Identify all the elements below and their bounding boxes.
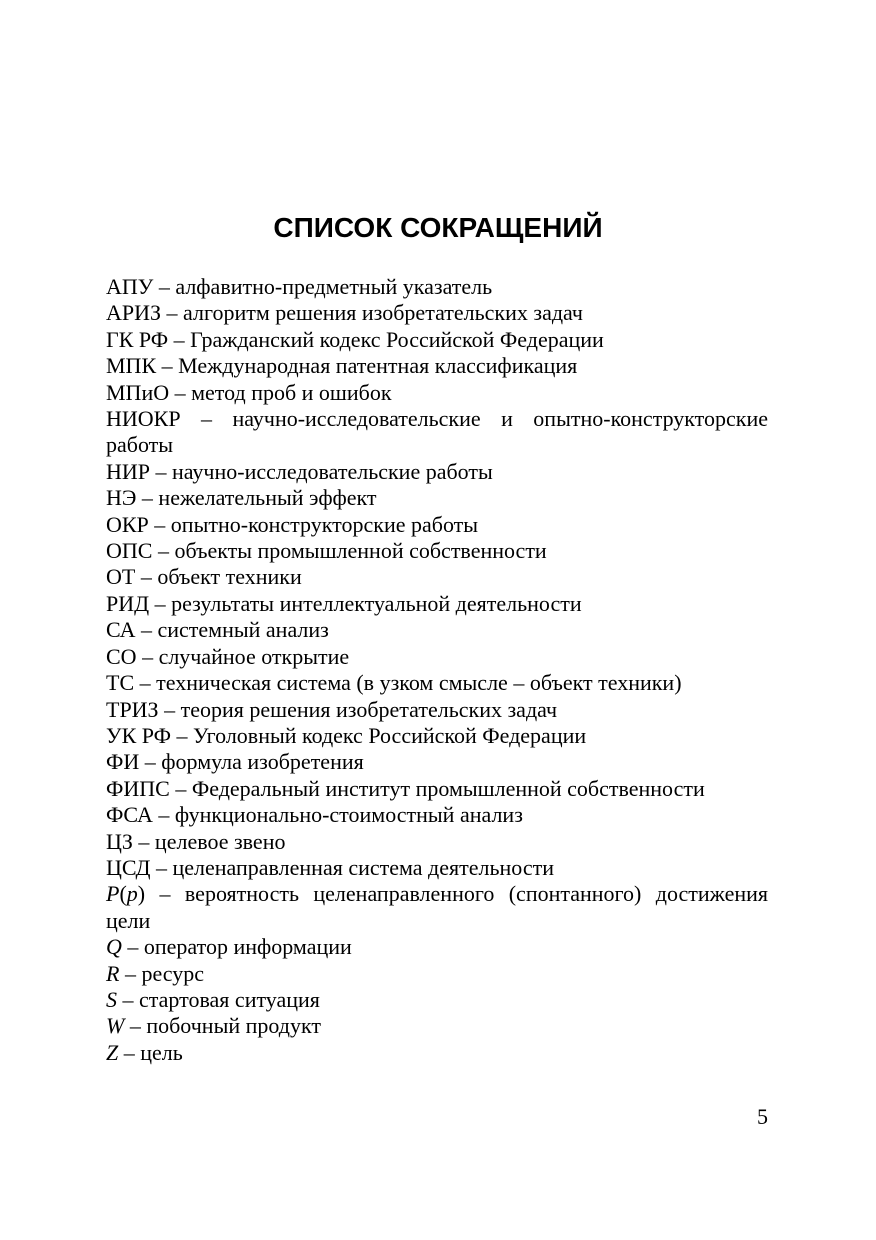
- abbreviation-item: [106, 934, 768, 960]
- abbreviation-definition: – объекты промышленной собственности: [152, 538, 547, 564]
- abbreviation-item: [106, 538, 768, 564]
- abbreviation-term: МПиО: [106, 379, 170, 405]
- abbreviation-definition: – цель: [118, 1039, 183, 1065]
- abbreviation-term: НИОКР: [106, 406, 181, 432]
- abbreviation-item: [106, 353, 768, 379]
- abbreviation-item: [106, 802, 768, 828]
- abbreviation-term: СА: [106, 617, 136, 643]
- abbreviation-term: ЦСД: [106, 854, 151, 880]
- abbreviation-term: ФСА: [106, 802, 153, 828]
- page-number: 5: [757, 1104, 768, 1129]
- abbreviation-definition: – системный анализ: [135, 617, 329, 643]
- abbreviation-term: Z: [106, 1039, 119, 1065]
- page-title: СПИСОК СОКРАЩЕНИЙ: [273, 212, 603, 243]
- abbreviation-definition: – побочный продукт: [124, 1013, 321, 1039]
- abbreviation-term: Q: [106, 934, 122, 960]
- abbreviation-term: ГК РФ: [106, 326, 169, 352]
- abbreviation-term: ОКР: [106, 511, 149, 537]
- abbreviation-definition: – научно-исследовательские работы: [150, 458, 493, 484]
- abbreviation-definition: – техническая система (в узком смысле – объект техники): [134, 670, 682, 696]
- abbreviation-item: [106, 512, 768, 538]
- abbreviation-term: НЭ: [106, 485, 137, 511]
- abbreviation-item: [106, 380, 768, 406]
- abbreviation-item: [106, 670, 768, 696]
- abbreviation-definition: – научно-исследовательские и опытно-конструкторские работы: [106, 406, 768, 458]
- abbreviation-term: ТРИЗ: [106, 696, 159, 722]
- abbreviation-definition: – результаты интеллектуальной деятельности: [149, 590, 582, 616]
- abbreviation-term: РИД: [106, 590, 150, 616]
- abbreviation-term: W: [106, 1013, 125, 1039]
- abbreviation-term: ФИПС: [106, 775, 170, 801]
- abbreviation-term: ОТ: [106, 564, 136, 590]
- abbreviation-item: [106, 459, 768, 485]
- abbreviation-term-part: ): [137, 881, 146, 907]
- abbreviation-term: ТС: [106, 670, 135, 696]
- abbreviation-definition: – функционально-стоимостный анализ: [152, 802, 523, 828]
- abbreviation-definition: – алфавитно-предметный указатель: [153, 274, 493, 299]
- abbreviation-definition: – оператор информации: [121, 934, 352, 960]
- abbreviation-item: [106, 855, 768, 881]
- abbreviation-definition: – Гражданский кодекс Российской Федерации: [168, 326, 604, 352]
- abbreviation-definition: – Международная патентная классификация: [156, 353, 578, 379]
- abbreviation-item: [106, 829, 768, 855]
- abbreviation-term: R: [106, 960, 120, 986]
- abbreviation-definition: – Уголовный кодекс Российской Федерации: [171, 722, 587, 748]
- abbreviation-term: СО: [106, 643, 137, 669]
- abbreviation-item: [106, 564, 768, 590]
- abbreviation-item: [106, 591, 768, 617]
- abbreviation-item: [106, 697, 768, 723]
- abbreviation-definition: – нежелательный эффект: [136, 485, 377, 511]
- abbreviation-term: АПУ: [106, 274, 154, 299]
- abbreviation-definition: – целенаправленная система деятельности: [150, 854, 554, 880]
- abbreviation-item: [106, 881, 768, 934]
- abbreviation-term-part: P: [106, 881, 120, 907]
- abbreviation-definition: – формула изобретения: [139, 749, 364, 775]
- abbreviation-definition: – вероятность целенаправленного (спонтанного) достижения цели: [106, 881, 768, 933]
- abbreviation-item: [106, 274, 768, 300]
- abbreviation-term: S: [106, 986, 117, 1012]
- abbreviation-item: [106, 961, 768, 987]
- abbreviation-item: [106, 617, 768, 643]
- abbreviation-item: [106, 723, 768, 749]
- abbreviation-item: [106, 327, 768, 353]
- abbreviation-item: [106, 644, 768, 670]
- abbreviation-term: ФИ: [106, 749, 140, 775]
- abbreviation-item: [106, 776, 768, 802]
- abbreviation-definition: – случайное открытие: [136, 643, 350, 669]
- abbreviation-item: [106, 300, 768, 326]
- abbreviation-definition: – целевое звено: [132, 828, 286, 854]
- abbreviation-term: ОПС: [106, 538, 153, 564]
- abbreviation-definition: – метод проб и ошибок: [169, 379, 392, 405]
- abbreviation-term: [106, 881, 145, 906]
- abbreviation-definition: – ресурс: [119, 960, 205, 986]
- abbreviation-definition: – теория решения изобретательских задач: [158, 696, 558, 722]
- abbreviation-definition: – объект техники: [135, 564, 302, 590]
- abbreviation-term-part: p: [126, 881, 138, 907]
- abbreviation-definition: – Федеральный институт промышленной собственности: [169, 775, 705, 801]
- abbreviation-item: [106, 1013, 768, 1039]
- abbreviation-term: АРИЗ: [106, 300, 162, 326]
- abbreviation-item: [106, 485, 768, 511]
- abbreviation-term: УК РФ: [106, 722, 171, 748]
- abbreviation-list: [106, 274, 768, 1066]
- abbreviation-term: МПК: [106, 353, 157, 379]
- abbreviation-term: ЦЗ: [106, 828, 133, 854]
- abbreviation-item: [106, 406, 768, 459]
- abbreviation-term: НИР: [106, 458, 151, 484]
- abbreviation-term-part: (: [119, 881, 127, 907]
- abbreviation-definition: – алгоритм решения изобретательских задач: [161, 300, 583, 326]
- abbreviation-definition: – стартовая ситуация: [117, 986, 320, 1012]
- abbreviation-item: [106, 987, 768, 1013]
- abbreviation-item: [106, 749, 768, 775]
- abbreviation-item: [106, 1040, 768, 1066]
- abbreviation-definition: – опытно-конструкторские работы: [148, 511, 479, 537]
